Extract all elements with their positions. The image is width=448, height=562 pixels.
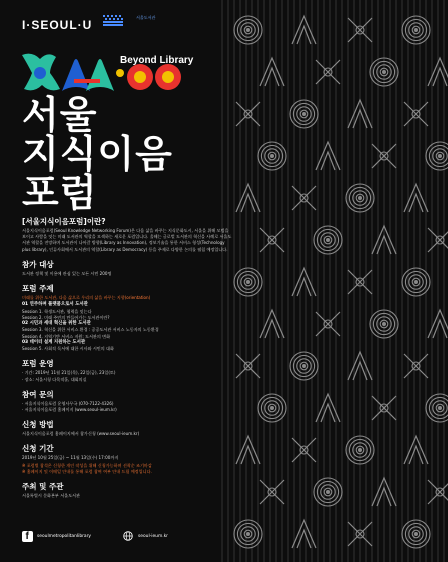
- library-logo-icon: [103, 15, 135, 27]
- title-line-3: 포럼: [22, 171, 98, 215]
- apply-period-note: ※ 홈페이지 및 이메일 안내를 통해 포럼 참여 여부 안내 드릴 예정입니다.: [22, 468, 152, 474]
- apply-method-body: 서울지식이음포럼 홈페이지에서 참가신청 (www.seoul-ieum.kr): [22, 431, 140, 437]
- facebook-icon[interactable]: f: [22, 531, 33, 542]
- intro-body: 서울지식이음포럼(Seoul Knowledge Networking Forum)은 다음 삶을 바꾸는 지식문화도시, 서울을 위해 모범을 보이고 사람을 잇는 미래 도서관의 역할을 모색하는 새로운 포럼입니다. 올해는 글로벌 도서관의 혁신을 사례로 서울도서관 역할을 전망하며 도서관이 나아갈 방향(Library as Innovation), 정보기술을 통한 서비스 형성(Technology plus library), 인류사회에서 도서관의 역할(Library as Democracy) 등을 주제로 다양한 논의를 펼칠 예정입니다.: [22, 228, 232, 252]
- apply-method-section: [22, 420, 232, 437]
- contact-line: · 서울지식이음포럼 운영사무국 (070-7122-4326): [22, 400, 114, 406]
- theme-session: Session 1. 학생도서관, 협력을 잇는다: [22, 308, 92, 314]
- website-link[interactable]: seoul-ieum.kr: [138, 534, 168, 539]
- theme-group-heading: 03 데이터 설계 지원하는 도서관: [22, 339, 86, 345]
- theme-group-heading: 02 시민과 세대 혁신을 위한 도서관: [22, 321, 91, 327]
- library-logo-text: 서울도서관: [136, 15, 156, 20]
- theme-group: [22, 302, 232, 352]
- operation-line: · 장소: 서울시청 다목적홀, 대회의실: [22, 376, 87, 382]
- audience-section: [22, 260, 232, 277]
- theme-section: [22, 284, 232, 352]
- target-circles: [116, 64, 181, 90]
- content-column: [22, 217, 232, 499]
- theme-session: Session 4. 지역기반 서비스 지원: 도서관의 변화: [22, 333, 111, 339]
- apply-method-title: 신청 방법: [22, 420, 54, 430]
- title-line-2: 지식이음: [22, 132, 173, 176]
- theme-session: Session 2. 미래 주민의 만들어가는 도서관이란?: [22, 314, 110, 320]
- decorative-pattern: [218, 0, 448, 562]
- contact-title: 참여 문의: [22, 389, 54, 399]
- organizer-title: 주최 및 주관: [22, 482, 64, 492]
- operation-section: [22, 359, 232, 382]
- theme-group-heading: 01 연주하며 플랫폼으로서 도서관: [22, 302, 88, 308]
- apply-period-body: 2019년 10월 25일(금) ~ 11월 13일(수) 17:00까지: [22, 455, 119, 461]
- audience-body: 도서관 정책 및 이용에 관심 있는 모든 시민 200명: [22, 270, 112, 276]
- theme-title: 포럼 주제: [22, 284, 54, 294]
- organizer-section: [22, 482, 232, 499]
- green-x-shape: [22, 54, 60, 91]
- apply-period-note: ※ 포럼별 참석은 신청한 개인 작성을 위해 신청가능하며 선착순 조기마감: [22, 462, 152, 468]
- intro-section: [22, 217, 232, 253]
- contact-section: [22, 390, 232, 413]
- theme-highlight: 미래를 위한 도서관, 다음 삶으로 우리의 삶을 바꾸는 지향(orientation): [22, 295, 151, 301]
- apply-period-title: 신청 기간: [22, 444, 54, 454]
- contact-line: · 서울지식이음포럼 홈페이지 (www.seoul-ieum.kr): [22, 407, 117, 413]
- apply-period-section: [22, 444, 232, 475]
- audience-title: 참가 대상: [22, 259, 54, 269]
- theme-session: Session 5. 사회적 독서에 대한 시사와 시민의 대화: [22, 346, 114, 352]
- blue-cone-shapes: [62, 59, 114, 91]
- tagline: Beyond Library: [120, 55, 194, 66]
- operation-line: · 기간: 2019년 11월 21일(목), 22일(금), 23일(토): [22, 370, 116, 376]
- web-icon[interactable]: [123, 531, 133, 541]
- brand-logo: I·SEOUL·U: [22, 18, 93, 32]
- operation-title: 포럼 운영: [22, 359, 54, 369]
- theme-session: Session 3. 혁신을 위한 서비스 환경 : 공공도서관 서비스 노동자의 노동환경: [22, 327, 159, 333]
- intro-title: [서울지식이음포럼]이란?: [22, 217, 106, 226]
- title-line-1: 서울: [22, 93, 98, 137]
- facebook-link[interactable]: seoulmetropolitanlibrary: [37, 534, 92, 539]
- organizer-body: 서울특별시 문화본부 서울도서관: [22, 493, 80, 499]
